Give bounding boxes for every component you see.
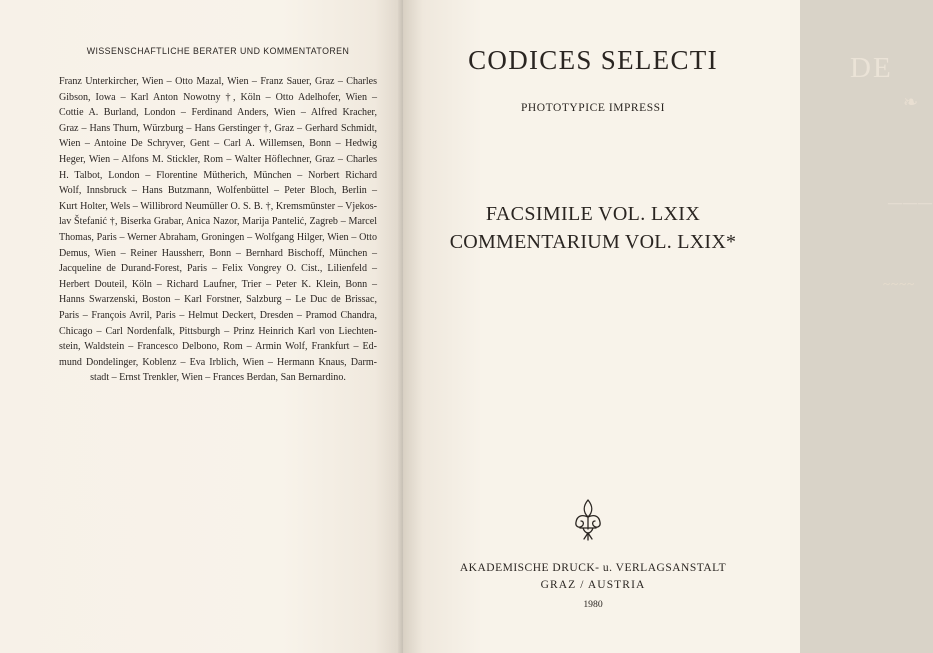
left-page [0,0,403,653]
contributors-line: Jacqueline de Durand-Forest, Paris – Felix Vongrey O. Cist., Lilienfeld – [59,263,377,275]
contributors-line: Franz Unterkircher, Wien – Otto Mazal, Wien – Franz Sauer, Graz – Charles [59,76,377,87]
show-through-ink: ~~~~ [883,276,916,291]
show-through-ink: DE [850,52,893,84]
title-page-content [403,0,800,653]
contributors-line: Kurt Holter, Wels – Willibrord Neumüller O. S. B. †, Kremsmünster – Vjekos- [59,200,377,212]
show-through-ink: ❧ [903,92,920,112]
publisher-location: GRAZ / AUSTRIA [540,579,646,591]
contributors-line: Paris – François Avril, Paris – Helmut Deckert, Dresden – Pramod Chandra, [59,309,377,321]
contributors-line: Wolf, Innsbruck – Hans Butzmann, Wolfenbüttel – Peter Bloch, Berlin – [59,185,377,197]
contributors-heading: WISSENSCHAFTLICHE BERATER UND KOMMENTATOREN [86,46,350,56]
contributors-line: mund Dondelinger, Koblenz – Eva Irblich, Wien – Hermann Knaus, Darm- [59,356,377,368]
publication-year: 1980 [583,599,603,610]
publisher-name: AKADEMISCHE DRUCK- u. VERLAGSANSTALT [459,562,727,574]
show-through-ink: ——— [888,196,933,211]
contributors-line: Gibson, Iowa – Karl Anton Nowotny †, Köln – Otto Adelhofer, Wien – [59,91,377,103]
contributors-line: stein, Waldstein – Francesco Delbono, Rom – Armin Wolf, Frankfurt – Ed- [59,341,377,353]
contributors-line: Wien – Antoine De Schryver, Gent – Carl A. Willemsen, Bonn – Hedwig [59,138,377,150]
fleur-de-lis-emblem-icon [571,498,605,542]
contributors-line: Herbert Douteil, Köln – Richard Laufner, Trier – Peter K. Klein, Bonn – [59,278,377,290]
contributors-line: Thomas, Paris – Werner Abraham, Groningen – Wolfgang Hilger, Wien – Otto [59,231,377,243]
contributors-line: Hanns Swarzenski, Boston – Karl Forstner, Salzburg – Le Duc de Brissac, [59,294,377,306]
contributors-line: Heger, Wien – Alfons M. Stickler, Rom – Walter Höflechner, Graz – Charles [59,153,377,165]
right-page [403,0,933,653]
commentarium-volume: COMMENTARIUM VOL. LXIX* [449,231,737,253]
contributors-line: lav Štefanić †, Biserka Grabar, Anica Nazor, Marija Pantelić, Zagreb – Marcel [59,216,377,228]
contributors-line-last: stadt – Ernst Trenkler, Wien – Frances Berdan, San Bernardino. [90,372,346,384]
contributors-line: Demus, Wien – Reiner Haussherr, Bonn – Bernhard Bischoff, München – [59,247,377,259]
contributors-text [59,74,377,386]
series-subtitle: PHOTOTYPICE IMPRESSI [520,102,666,114]
facsimile-volume: FACSIMILE VOL. LXIX [485,203,701,225]
contributors-line: Cottie A. Burland, London – Ferdinand Anders, Wien – Alfred Kracher, [59,107,377,119]
contributors-line: Graz – Hans Thurn, Würzburg – Hans Gerstinger †, Graz – Gerhard Schmidt, [59,122,377,134]
contributors-line: H. Talbot, London – Florentine Mütherich, München – Norbert Richard [59,169,377,181]
contributors-line: Chicago – Carl Nordenfalk, Pittsburgh – Prinz Heinrich Karl von Liechten- [59,325,377,337]
contributors-section [59,46,377,386]
series-title: CODICES SELECTI [468,45,718,75]
